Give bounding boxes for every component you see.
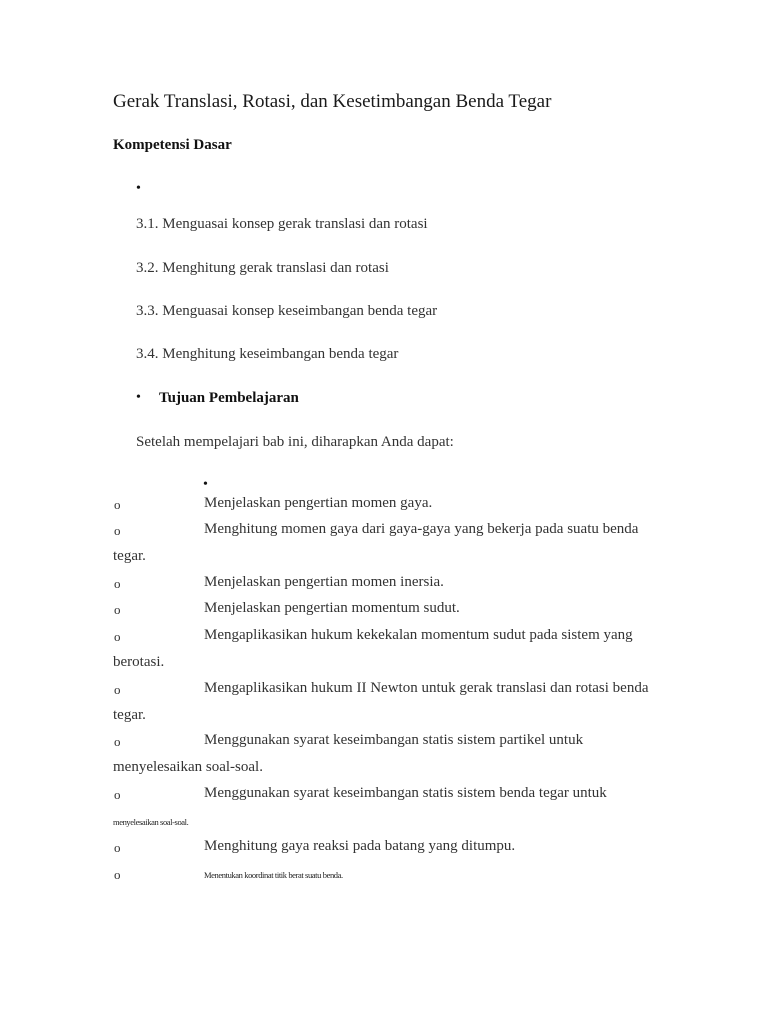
sub-bullet-marker: o <box>114 629 121 644</box>
objective-continuation: berotasi. <box>113 654 165 670</box>
sub-bullet-marker: o <box>114 787 121 802</box>
sub-bullet-marker: o <box>114 682 121 697</box>
objective-item: Menghitung momen gaya dari gaya-gaya yang bekerja pada suatu benda <box>204 521 639 537</box>
bullet-dot: • <box>136 390 141 405</box>
objective-continuation: menyelesaikan soal-soal. <box>113 759 263 775</box>
objective-item: Menjelaskan pengertian momen inersia. <box>204 574 444 590</box>
objective-item: Mengaplikasikan hukum II Newton untuk gerak translasi dan rotasi benda <box>204 680 649 696</box>
objective-continuation: tegar. <box>113 707 146 723</box>
sub-bullet-marker: o <box>114 734 121 749</box>
section-heading-tujuan: Tujuan Pembelajaran <box>159 390 299 406</box>
objective-item: Menggunakan syarat keseimbangan statis sistem partikel untuk <box>204 732 584 748</box>
kompetensi-item: 3.1. Menguasai konsep gerak translasi dan rotasi <box>136 216 428 232</box>
objective-item: Menghitung gaya reaksi pada batang yang ditumpu. <box>204 838 516 854</box>
objective-item: Menentukan koordinat titik berat suatu benda. <box>204 870 343 880</box>
objective-item: Mengaplikasikan hukum kekekalan momentum sudut pada sistem yang <box>204 627 633 643</box>
objective-item: Menggunakan syarat keseimbangan statis sistem benda tegar untuk <box>204 785 607 801</box>
sub-bullet-marker: o <box>114 867 121 882</box>
sub-bullet-marker: o <box>114 602 121 617</box>
document-title: Gerak Translasi, Rotasi, dan Kesetimbangan Benda Tegar <box>113 91 552 112</box>
objective-continuation: tegar. <box>113 548 146 564</box>
objective-item: Menjelaskan pengertian momen gaya. <box>204 495 433 511</box>
sub-bullet-marker: o <box>114 840 121 855</box>
kompetensi-item: 3.4. Menghitung keseimbangan benda tegar <box>136 346 399 362</box>
sub-bullet-marker: o <box>114 523 121 538</box>
kompetensi-item: 3.3. Menguasai konsep keseimbangan benda tegar <box>136 303 438 319</box>
kompetensi-item: 3.2. Menghitung gerak translasi dan rotasi <box>136 260 389 276</box>
section-heading-kompetensi: Kompetensi Dasar <box>113 137 232 153</box>
bullet-dot: • <box>203 477 208 492</box>
sub-bullet-marker: o <box>114 497 121 512</box>
objective-continuation: menyelesaikan soal-soal. <box>113 817 189 827</box>
intro-text: Setelah mempelajari bab ini, diharapkan Anda dapat: <box>136 434 454 450</box>
bullet-dot: • <box>136 181 141 196</box>
sub-bullet-marker: o <box>114 576 121 591</box>
objective-item: Menjelaskan pengertian momentum sudut. <box>204 600 460 616</box>
